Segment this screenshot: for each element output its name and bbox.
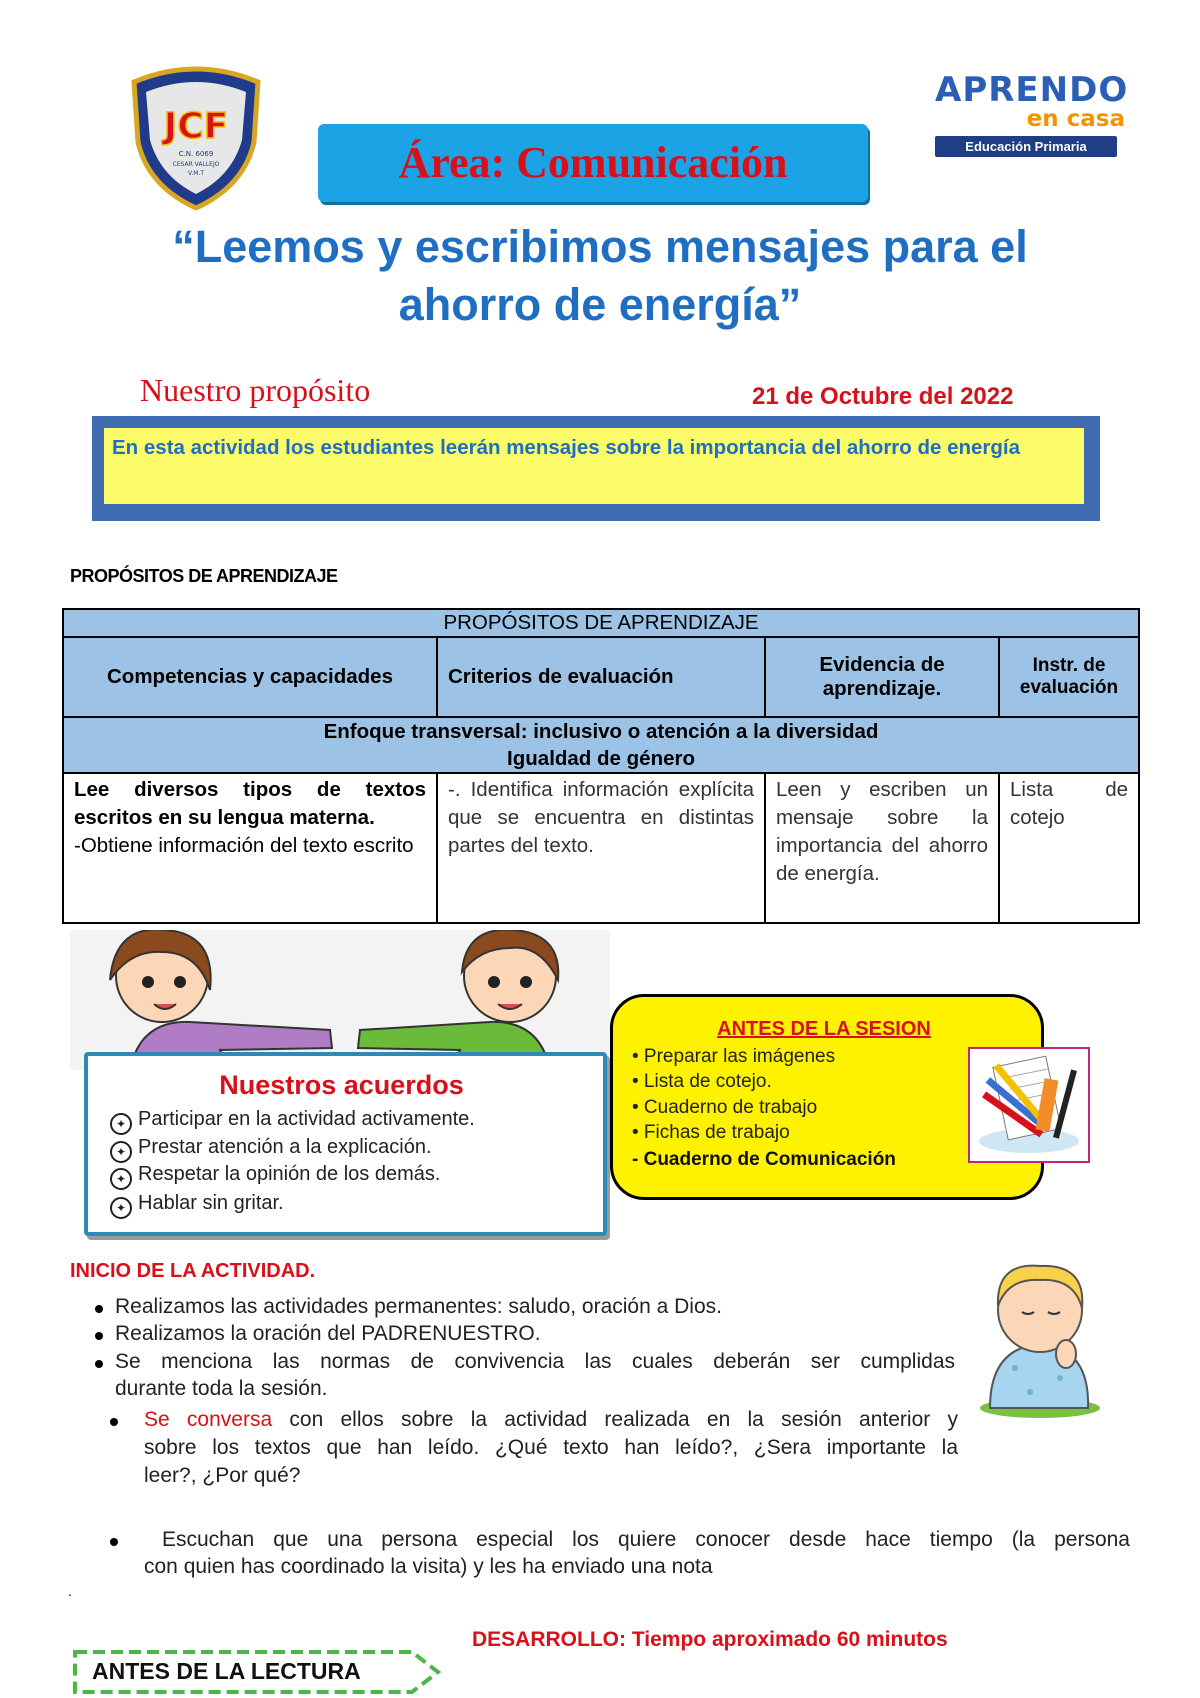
development-heading: DESARROLLO: Tiempo aproximado 60 minutos (472, 1628, 948, 1651)
transversal-line2: Igualdad de género (507, 747, 695, 770)
start-bullet-cont: durante toda la sesión. (115, 1377, 328, 1400)
bullet-dot (110, 1418, 118, 1426)
start-bullet-cont: leer?, ¿Por qué? (144, 1464, 301, 1487)
before-session-item: • Fichas de trabajo (632, 1122, 790, 1143)
session-title-line1: “Leemos y escribimos mensajes para el (172, 221, 1028, 272)
evidence-cell: Leen y escriben un mensaje sobre la importancia del ahorro de energía. (765, 773, 999, 923)
praying-child-illustration (970, 1258, 1110, 1418)
bullet-dot (95, 1305, 103, 1313)
children-illustration (70, 930, 610, 1070)
transversal-line1: Enfoque transversal: inclusivo o atención a la diversidad (323, 720, 879, 743)
school-supplies-image (968, 1047, 1090, 1163)
table-caption: PROPÓSITOS DE APRENDIZAJE (70, 566, 338, 586)
competency-cell (63, 773, 437, 923)
start-bullet: Realizamos las actividades permanentes: saludo, oración a Dios. (115, 1295, 722, 1318)
competency-name: Lee diversos tipos de textos escritos en su lengua materna. (74, 778, 426, 829)
agreement-item: ✦ Hablar sin gritar. (110, 1192, 284, 1219)
area-title: Área: Comunicación (398, 138, 788, 187)
start-bullet-cont: sobre los textos que han leído. ¿Qué texto han leído?, ¿Sera importante la (144, 1436, 958, 1459)
reading-banner-label: ANTES DE LA LECTURA (92, 1658, 361, 1684)
purpose-heading: Nuestro propósito (140, 372, 371, 408)
agreements-title: Nuestros acuerdos (219, 1070, 464, 1100)
before-session-item: • Lista de cotejo. (632, 1071, 772, 1092)
header-evidence: Evidencia de aprendizaje. (765, 637, 999, 717)
session-date: 21 de Octubre del 2022 (752, 383, 1014, 410)
header-criteria: Criterios de evaluación (437, 637, 765, 717)
instrument-cell: Lista de cotejo (999, 773, 1139, 923)
stray-dot: . (68, 1583, 72, 1599)
svg-text:JCF: JCF (163, 106, 229, 147)
bullet-dot (95, 1332, 103, 1340)
program-level: Educación Primaria (935, 136, 1117, 157)
criteria-cell: -. Identifica información explícita que se encuentra en distintas partes del texto. (437, 773, 765, 923)
header-instrument: Instr. de evaluación (999, 637, 1139, 717)
svg-text:CESAR VALLEJO: CESAR VALLEJO (172, 161, 220, 168)
bullet-dot (110, 1538, 118, 1546)
svg-text:V.M.T: V.M.T (188, 170, 204, 177)
globe-icon: ✦ (110, 1141, 132, 1163)
start-bullet: Escuchan que una persona especial los quiere conocer desde hace tiempo (la persona (162, 1528, 1130, 1551)
svg-text:C.N. 6069: C.N. 6069 (178, 150, 214, 158)
competency-capacity: -Obtiene información del texto escrito (74, 834, 414, 857)
learning-purposes-table (62, 608, 1140, 924)
start-heading: INICIO DE LA ACTIVIDAD. (70, 1260, 316, 1282)
before-session-item: • Preparar las imágenes (632, 1046, 836, 1067)
purpose-text: En esta actividad los estudiantes leerán mensajes sobre la importancia del ahorro de energía (112, 436, 1021, 459)
highlight-text: Se conversa (144, 1408, 273, 1431)
before-session-item: - Cuaderno de Comunicación (632, 1149, 896, 1170)
aprendo-en-casa-logo (935, 72, 1145, 162)
bullet-dot (95, 1360, 103, 1368)
program-title: APRENDO (935, 70, 1129, 110)
session-title-line2: ahorro de energía” (398, 279, 802, 330)
start-bullet: Se conversa con ellos sobre la actividad realizada en la sesión anterior y (144, 1408, 958, 1431)
program-subtitle: en casa (1026, 106, 1125, 132)
session-title (60, 218, 1140, 334)
globe-icon: ✦ (110, 1168, 132, 1190)
globe-icon: ✦ (110, 1113, 132, 1135)
start-bullet: Se menciona las normas de convivencia las cuales deberán ser cumplidas (115, 1350, 955, 1373)
agreement-item: ✦ Prestar atención a la explicación. (110, 1136, 432, 1163)
transversal-approach (63, 717, 1139, 773)
agreement-item: ✦ Participar en la actividad activamente. (110, 1108, 475, 1135)
before-session-title: ANTES DE LA SESION (717, 1018, 931, 1040)
school-shield-logo (128, 64, 264, 210)
start-bullet: Realizamos la oración del PADRENUESTRO. (115, 1322, 541, 1345)
header-competencies: Competencias y capacidades (63, 637, 437, 717)
agreement-item: ✦ Respetar la opinión de los demás. (110, 1163, 440, 1190)
before-session-item: • Cuaderno de trabajo (632, 1097, 818, 1118)
globe-icon: ✦ (110, 1197, 132, 1219)
table-title: PROPÓSITOS DE APRENDIZAJE (63, 609, 1139, 637)
start-bullet-cont: con quien has coordinado la visita) y les ha enviado una nota (144, 1555, 713, 1578)
area-banner (318, 124, 868, 202)
